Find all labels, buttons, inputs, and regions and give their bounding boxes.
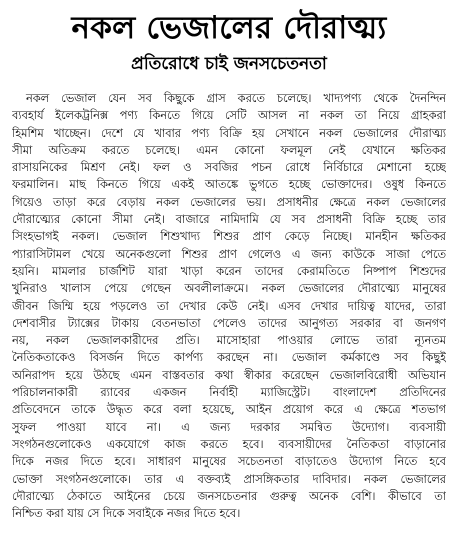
body-line: অনিরাপদ হয়ে উঠছে এমন বাস্তবতার কথা স্বীকার করেছেন ভেজালবিরোধী অভিযান xyxy=(12,368,446,382)
body-line: প্রতিবেদনে তাকে উদ্ধৃত করে বলা হয়েছে, আইন প্রয়োগ করে এ ক্ষেত্রে শতভাগ xyxy=(12,403,446,417)
body-line: দৌরাত্ম্যের কোনো সীমা নেই। বাজারে নামিদামি যে সব প্রসাধনী বিক্রি হচ্ছে তার xyxy=(12,213,446,227)
body-line: দেশবাসীর ট্যাক্সের টাকায় বেতনভাতা পেলেও তাদের আনুগত্য সরকার বা জনগণ xyxy=(12,316,446,330)
body-line: জীবন জিম্মি হয়ে পড়লেও তা দেখার কেউ নেই। এসব দেখার দায়িত্ব যাদের, তারা xyxy=(12,299,446,313)
headline: নকল ভেজালের দৌরাত্ম্য xyxy=(71,10,387,46)
body-line: নকল ভেজাল যেন সব কিছুকে গ্রাস করতে চলেছে। খাদ্যপণ্য থেকে দৈনন্দিন xyxy=(26,92,446,105)
body-line: দিকে নজর দিতে হবে। সাধারণ মানুষের সচেতনতা বাড়াতেও উদ্যোগ নিতে হবে xyxy=(12,455,446,469)
body-line: সিংহভাগই নকল। ভেজাল শিশুখাদ্য শিশুর প্রাণ কেড়ে নিচ্ছে। মানহীন ক্ষতিকর xyxy=(12,230,446,244)
body-line: হয়নি। মামলার চার্জশিট যারা খাড়া করেন তাদের কেরামতিতে নিষ্পাপ শিশুদের xyxy=(12,264,446,278)
subheadline: প্রতিরোধে চাই জনসচেতনতা xyxy=(131,54,327,74)
body-line: নৈতিকতাকেও বিসর্জন দিতে কার্পণ্য করছেন না। ভেজাল কর্মকাণ্ডে সব কিছুই xyxy=(12,351,446,365)
body-line: ব্যবহার্য ইলেকট্রনিক্স পণ্য কিনতে গিয়ে সেটি আসল না নকল তা নিয়ে গ্রাহকরা xyxy=(12,109,446,123)
body-line: প্যারাসিটামল খেয়ে অনেকগুলো শিশুর প্রাণ গেলেও এ জন্য কাউকে সাজা পেতে xyxy=(12,247,446,261)
body-line: খুনিরাও খালাস পেয়ে গেছেন অবলীলাক্রমে। নকল ভেজালের দৌরাত্ম্যে মানুষের xyxy=(12,282,446,296)
body-line: রাসায়নিকের মিশ্রণ নেই। ফল ও সবজির পচন রোধে নির্বিচারে মেশানো হচ্ছে xyxy=(12,161,446,175)
body-line: ফরমালিন। মাছ কিনতে গিয়ে একই আতঙ্কে ভুগতে হচ্ছে ভোক্তাদের। ওষুধ কিনতে xyxy=(12,178,446,192)
body-line: সীমা অতিক্রম করতে চলেছে। এমন কোনো ফলমূল নেই যেখানে ক্ষতিকর xyxy=(12,143,446,157)
body-line: গিয়েও তাড়া করে বেড়ায় নকল ভেজালের ভয়। প্রসাধনীর ক্ষেত্রে নকল ভেজালের xyxy=(12,195,446,209)
body-line: সংগঠনগুলোকেও একযোগে কাজ করতে হবে। ব্যবসায়ীদের নৈতিকতা বাড়ানোর xyxy=(12,437,446,451)
body-line: সুফল পাওয়া যাবে না। এ জন্য দরকার সমন্বিত উদ্যোগ। ব্যবসায়ী xyxy=(12,420,446,434)
body-line: হিমশিম খাচ্ছেন। দেশে যে খাবার পণ্য বিক্রি হয় সেখানে নকল ভেজালের দৌরাত্ম্য xyxy=(12,126,446,140)
body-line: নয়, নকল ভেজালকারীদের প্রতি। মাসোহারা পাওয়ার লোভে তারা ন্যূনতম xyxy=(12,334,446,348)
article-body xyxy=(12,90,446,522)
body-line: দৌরাত্ম্যে ঠেকাতে আইনের চেয়ে জনসচেতনার গুরুত্ব অনেক বেশি। কীভাবে তা xyxy=(12,489,446,503)
body-line: ভোক্তা সংগঠনগুলোকে। তার এ বক্তব্যই প্রাসঙ্গিকতার দাবিদার। নকল ভেজালের xyxy=(12,472,446,486)
body-line: নিশ্চিত করা যায় সে দিকে সবাইকে নজর দিতে হবে। xyxy=(12,507,241,521)
body-line: পরিচালনাকারী র‍্যাবের একজন নির্বাহী ম্যাজিস্ট্রেট। বাংলাদেশ প্রতিদিনের xyxy=(12,386,446,400)
